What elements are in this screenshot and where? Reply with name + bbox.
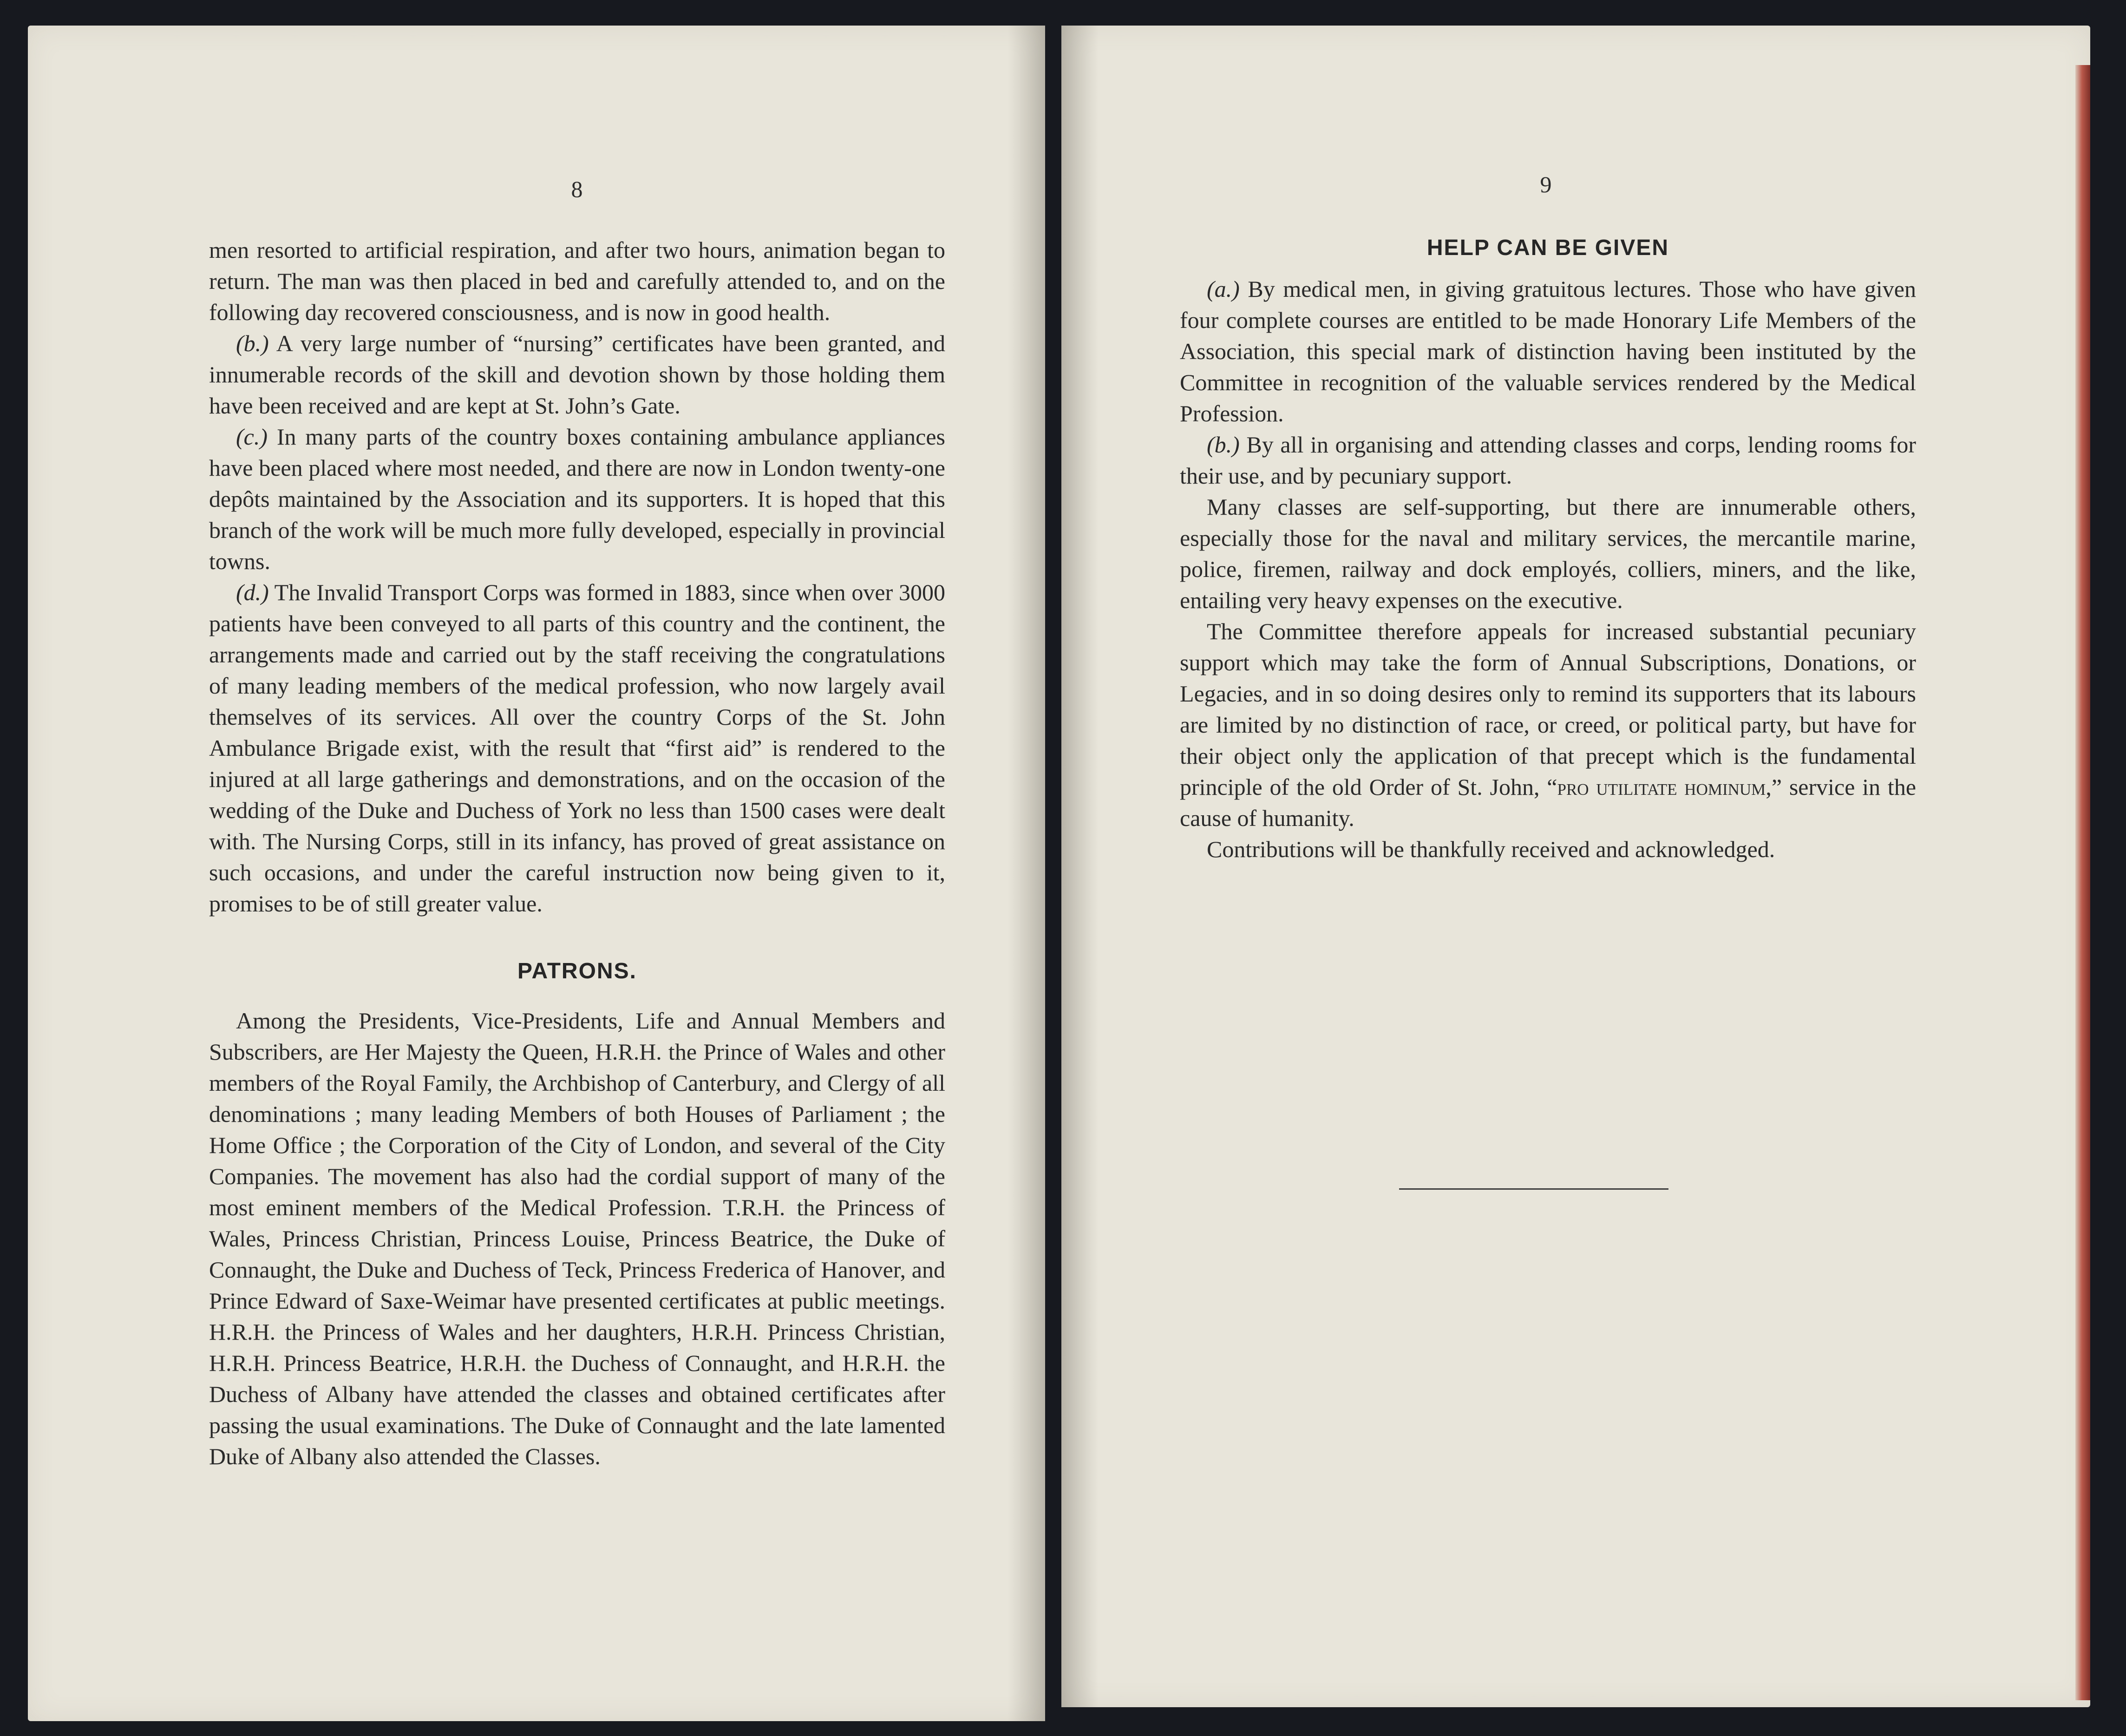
latin-motto: pro utilitate hominum <box>1557 774 1766 800</box>
paragraph-d <box>209 577 945 919</box>
horizontal-rule <box>1399 1188 1668 1190</box>
paragraph-c <box>209 421 945 577</box>
paragraph-text: The Invalid Transport Corps was formed in 1883, since when over 3000 patients have been conveyed to all parts of this country and the continent, the arrangements made and carried out by the staff receiving the congratulations of many leading members of the medical profession, who now largely avail themselves of its services. All over the country Corps of the St. John Ambulance Brigade exist, with the result that “first aid” is rendered to the injured at all large gatherings and demonstrations, and on the occasion of the wedding of the Duke and Duchess of York no less than 1500 cases were dealt with. The Nursing Corps, still in its infancy, has proved of great assistance on such occasions, and under the careful instruction now being given to it, promises to be of still greater value. <box>209 579 945 917</box>
paragraph-text: ,” service in the cause of humanity. <box>1180 774 1917 831</box>
paragraph-b <box>209 328 945 421</box>
gutter-shadow-right <box>1061 26 1099 1707</box>
patrons-paragraph: Among the Presidents, Vice-Presidents, Life and Annual Members and Subscribers, are Her Majesty the Queen, H.R.H. the Prince of Wales and other members of the Royal Family, the Archbishop of Canterbury, and Clergy of all denominations ; many leading Members of both Houses of Parliament ; the Home Office ; the Corporation of the City of London, and several of the City Companies. The movement has also had the cordial support of many of the most eminent members of the Medical Profession. T.R.H. the Princess of Wales, Princess Christian, Princess Louise, Princess Beatrice, the Duke of Connaught, the Duke and Duchess of Teck, Princess Frederica of Hanover, and Prince Edward of Saxe-Weimar have presented certificates at public meetings. H.R.H. the Princess of Wales and her daughters, H.R.H. Princess Christian, H.R.H. Princess Beatrice, H.R.H. the Duchess of Connaught, and H.R.H. the Duchess of Albany have attended the classes and obtained certificates after passing the usual examinations. The Duke of Connaught and the late lamented Duke of Albany also attended the Classes. <box>209 1008 945 1469</box>
page-number-left: 8 <box>571 176 583 202</box>
paragraph-b <box>1180 429 1916 491</box>
paragraph-text: By medical men, in giving gratuitous lectures. Those who have given four complete courses are entitled to be made Honorary Life Members of the Association, this special mark of distinction having been instituted by the Committee in recognition of the valuable services rendered by the Medical Profession. <box>1180 276 1916 426</box>
paragraph-many-classes: Many classes are self-supporting, but there are innumerable others, especially those for the naval and military services, the mercantile marine, police, firemen, railway and dock employés, colliers, miners, and the like, entailing very heavy expenses on the executive. <box>1180 494 1916 613</box>
paragraph-marker: (c.) <box>236 424 268 450</box>
paragraph-text: In many parts of the country boxes containing ambulance appliances have been placed where most needed, and there are now in London twenty-one depôts maintained by the Association and its supporters. It is hoped that this branch of the work will be much more fully developed, especially in provincial towns. <box>209 424 945 574</box>
gutter-shadow-left <box>1008 26 1045 1721</box>
paragraph-a <box>1180 274 1916 429</box>
paragraph-continuation: men resorted to artificial respiration, and after two hours, animation began to return. The man was then placed in bed and carefully attended to, and on the following day recovered consciousness, and is now in good health. <box>209 237 945 325</box>
page-number-right: 9 <box>1540 171 1552 197</box>
paragraph-text: A very large number of “nursing” certificates have been granted, and innumerable records of the skill and devotion shown by those holding them have been received and are kept at St. John’s Gate. <box>209 330 945 419</box>
paragraph-marker: (b.) <box>236 330 269 356</box>
patrons-heading: PATRONS. <box>517 959 637 983</box>
right-body <box>1180 232 1916 865</box>
paragraph-text: By all in organising and attending classes and corps, lending rooms for their use, and by pecuniary support. <box>1180 432 1916 489</box>
paragraph-committee <box>1180 616 1916 834</box>
paragraph-text: The Committee therefore appeals for increased substantial pecuniary support which may take the form of Annual Subscriptions, Donations, or Legacies, and in so doing desires only to remind its supporters that its labours are limited by no distinction of race, or creed, or political party, but have for their object only the application of that precept which is the fundamental principle of the old Order of St. John, “ <box>1180 618 1916 800</box>
page-edge <box>2075 65 2090 1700</box>
paragraph-contributions: Contributions will be thankfully received and acknowledged. <box>1207 836 1775 862</box>
left-body <box>209 235 945 1472</box>
paragraph-marker: (a.) <box>1207 276 1240 302</box>
help-heading: HELP CAN BE GIVEN <box>1426 236 1669 260</box>
paragraph-marker: (d.) <box>236 579 269 605</box>
paragraph-marker: (b.) <box>1207 432 1240 458</box>
